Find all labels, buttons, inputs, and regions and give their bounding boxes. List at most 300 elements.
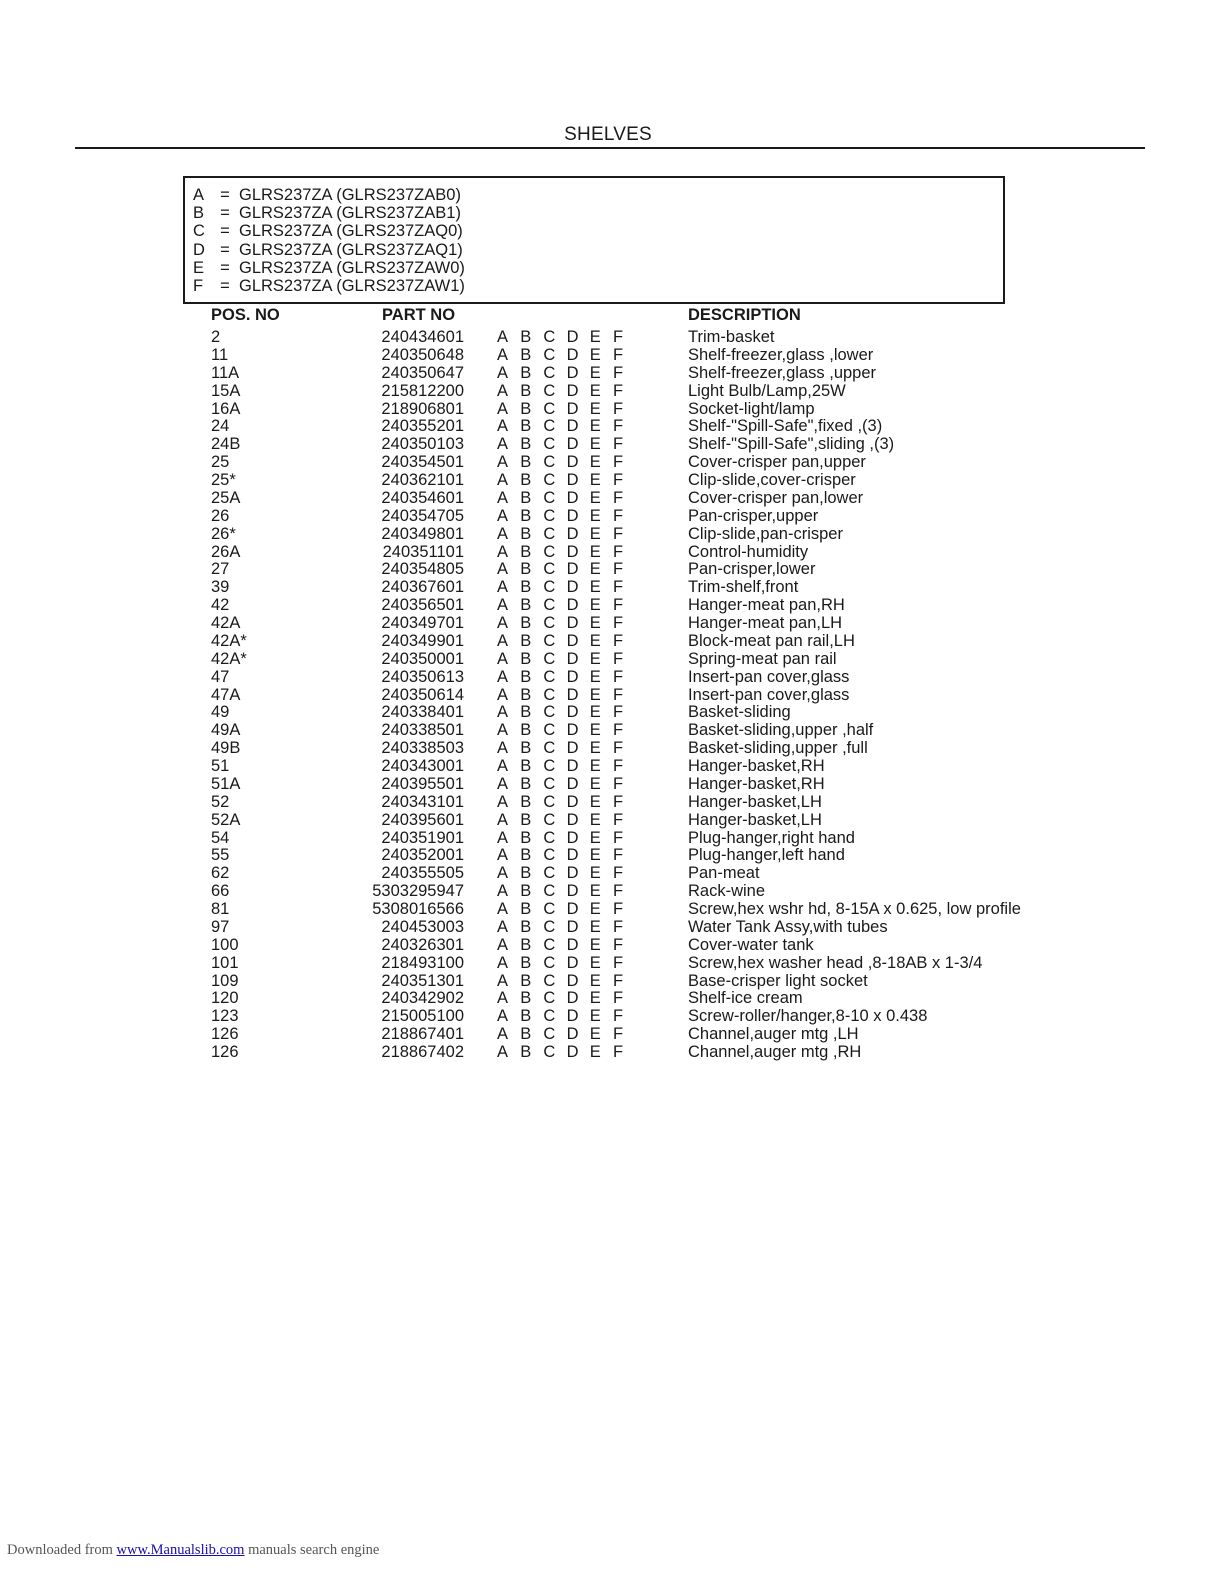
legend-model: GLRS237ZA (GLRS237ZAW1) (239, 276, 465, 295)
model-code: F (612, 917, 624, 936)
part-no: 240338401 (381, 703, 464, 722)
model-codes (497, 901, 636, 919)
table-row (0, 365, 1224, 383)
model-codes (497, 579, 636, 597)
part-no: 240356501 (381, 596, 464, 615)
table-row (0, 597, 1224, 615)
model-code: B (520, 1007, 532, 1026)
model-code: B (520, 953, 532, 972)
legend-equals: = (220, 222, 230, 241)
model-code: B (520, 578, 532, 597)
description: Clip-slide,pan-crisper (688, 524, 843, 543)
description: Channel,auger mtg ,LH (688, 1025, 859, 1044)
header-description: DESCRIPTION (688, 306, 801, 324)
model-codes (497, 383, 636, 401)
description: Basket-sliding,upper ,full (688, 739, 868, 758)
table-row (0, 454, 1224, 472)
part-no: 240342902 (381, 989, 464, 1008)
model-code: E (589, 453, 601, 472)
model-code: A (497, 453, 509, 472)
model-code: A (497, 488, 509, 507)
model-code: B (520, 846, 532, 865)
model-code: E (589, 882, 601, 901)
model-code: D (566, 739, 579, 758)
model-code: C (543, 596, 556, 615)
part-no: 5303295947 (372, 882, 464, 901)
model-code: F (612, 864, 624, 883)
table-row (0, 901, 1224, 919)
table-row (0, 776, 1224, 794)
part-no: 5308016566 (372, 900, 464, 918)
model-code: E (589, 739, 601, 758)
part-no: 240338503 (381, 739, 464, 758)
model-code: C (543, 506, 556, 525)
model-code: C (543, 614, 556, 632)
description: Clip-slide,cover-crisper (688, 471, 856, 489)
model-code: F (612, 417, 624, 436)
pos-no: 54 (211, 828, 230, 847)
model-code: A (497, 542, 509, 561)
model-legend (183, 176, 1005, 304)
model-codes (497, 615, 636, 633)
legend-model: GLRS237ZA (GLRS237ZAB1) (239, 204, 461, 223)
description: Plug-hanger,left hand (688, 846, 845, 865)
pos-no: 25 (211, 453, 230, 472)
part-no: 240350648 (381, 345, 464, 364)
model-code: D (566, 989, 579, 1008)
table-row (0, 561, 1224, 579)
model-code: E (589, 1025, 601, 1044)
model-code: B (520, 488, 532, 507)
model-code: E (589, 810, 601, 829)
model-codes (497, 722, 636, 740)
model-code: F (612, 1007, 624, 1026)
table-row (0, 955, 1224, 973)
model-code: A (497, 757, 509, 775)
header-part-no: PART NO (382, 306, 456, 324)
description: Hanger-basket,LH (688, 810, 822, 829)
model-code: F (612, 488, 624, 507)
model-code: C (543, 1007, 556, 1026)
model-code: F (612, 614, 624, 632)
model-code: C (543, 488, 556, 507)
manualslib-link[interactable]: www.Manualslib.com (116, 1542, 245, 1558)
model-code: B (520, 703, 532, 722)
model-code: D (566, 578, 579, 597)
description: Plug-hanger,right hand (688, 828, 855, 847)
description: Cover-water tank (688, 935, 814, 954)
model-code: C (543, 524, 556, 543)
model-code: C (543, 739, 556, 758)
table-row (0, 347, 1224, 365)
model-code: C (543, 685, 556, 704)
model-code: B (520, 721, 532, 740)
model-code: F (612, 560, 624, 579)
pos-no: 109 (211, 971, 239, 990)
model-code: F (612, 721, 624, 740)
model-code: F (612, 685, 624, 704)
model-code: A (497, 417, 509, 436)
legend-key: B (193, 204, 205, 223)
model-code: C (543, 989, 556, 1008)
model-codes (497, 418, 636, 436)
model-code: C (543, 917, 556, 936)
model-codes (497, 865, 636, 883)
model-codes (497, 1026, 636, 1044)
model-code: F (612, 631, 624, 650)
model-code: F (612, 953, 624, 972)
model-code: D (566, 900, 579, 918)
table-row (0, 919, 1224, 937)
model-code: A (497, 560, 509, 579)
model-codes (497, 973, 636, 991)
model-code: E (589, 560, 601, 579)
model-code: C (543, 721, 556, 740)
table-row (0, 401, 1224, 419)
model-code: D (566, 399, 579, 418)
model-code: C (543, 578, 556, 597)
model-code: F (612, 435, 624, 454)
table-row (0, 722, 1224, 740)
model-code: A (497, 506, 509, 525)
model-code: A (497, 971, 509, 990)
part-no: 240343101 (381, 792, 464, 811)
model-code: F (612, 649, 624, 668)
model-code: C (543, 417, 556, 436)
legend-line (193, 241, 1003, 259)
description: Control-humidity (688, 542, 809, 561)
model-code: F (612, 471, 624, 489)
model-code: B (520, 989, 532, 1008)
model-code: C (543, 846, 556, 865)
model-code: B (520, 774, 532, 793)
pos-no: 42A* (211, 649, 247, 668)
model-code: D (566, 435, 579, 454)
model-code: D (566, 667, 579, 686)
model-code: F (612, 1025, 624, 1044)
table-row (0, 1008, 1224, 1026)
model-code: A (497, 328, 509, 346)
pos-no: 26* (211, 524, 236, 543)
table-row (0, 812, 1224, 830)
legend-equals: = (220, 258, 230, 277)
part-no: 240350613 (381, 667, 464, 686)
model-code: E (589, 649, 601, 668)
model-code: C (543, 542, 556, 561)
table-row (0, 1026, 1224, 1044)
model-code: F (612, 810, 624, 829)
model-code: A (497, 1025, 509, 1044)
table-row (0, 883, 1224, 901)
model-code: E (589, 488, 601, 507)
model-code: F (612, 882, 624, 901)
model-code: D (566, 596, 579, 615)
model-code: A (497, 578, 509, 597)
model-code: C (543, 435, 556, 454)
part-no: 240350001 (381, 649, 464, 668)
legend-key: E (193, 258, 205, 277)
model-code: E (589, 381, 601, 400)
model-code: A (497, 703, 509, 722)
model-code: E (589, 399, 601, 418)
model-code: E (589, 578, 601, 597)
model-codes (497, 526, 636, 544)
model-code: C (543, 953, 556, 972)
model-code: B (520, 810, 532, 829)
model-code: C (543, 971, 556, 990)
part-no: 240351301 (381, 971, 464, 990)
model-code: D (566, 345, 579, 364)
model-code: F (612, 846, 624, 865)
model-code: B (520, 739, 532, 758)
model-code: F (612, 542, 624, 561)
model-code: F (612, 757, 624, 775)
legend-line (193, 186, 1003, 204)
model-code: A (497, 1007, 509, 1026)
model-codes (497, 365, 636, 383)
model-code: E (589, 417, 601, 436)
model-code: A (497, 596, 509, 615)
description: Insert-pan cover,glass (688, 685, 850, 704)
description: Shelf-freezer,glass ,upper (688, 363, 877, 382)
model-code: B (520, 614, 532, 632)
pos-no: 47 (211, 667, 230, 686)
model-code: D (566, 882, 579, 901)
table-row (0, 1044, 1224, 1062)
description: Insert-pan cover,glass (688, 667, 850, 686)
part-no: 240434601 (381, 328, 464, 346)
table-row (0, 704, 1224, 722)
model-code: C (543, 345, 556, 364)
model-code: D (566, 1025, 579, 1044)
part-no: 240350647 (381, 363, 464, 382)
model-code: C (543, 631, 556, 650)
model-code: C (543, 900, 556, 918)
description: Socket-light/lamp (688, 399, 815, 418)
description: Hanger-meat pan,RH (688, 596, 845, 615)
model-code: A (497, 917, 509, 936)
table-row (0, 740, 1224, 758)
table-row (0, 865, 1224, 883)
model-code: B (520, 935, 532, 954)
model-code: D (566, 649, 579, 668)
model-code: A (497, 381, 509, 400)
model-code: F (612, 453, 624, 472)
model-code: B (520, 971, 532, 990)
description: Pan-crisper,upper (688, 506, 819, 525)
model-code: E (589, 935, 601, 954)
model-code: A (497, 1043, 509, 1061)
model-code: B (520, 1025, 532, 1044)
pos-no: 24 (211, 417, 230, 436)
model-code: E (589, 435, 601, 454)
description: Light Bulb/Lamp,25W (688, 381, 846, 400)
model-code: F (612, 971, 624, 990)
pos-no: 39 (211, 578, 230, 597)
part-no: 240355505 (381, 864, 464, 883)
part-no: 215005100 (381, 1007, 464, 1026)
description: Screw,hex washer head ,8-18AB x 1-3/4 (688, 953, 983, 972)
model-code: D (566, 417, 579, 436)
pos-no: 97 (211, 917, 230, 936)
part-no: 215812200 (381, 381, 464, 400)
model-code: C (543, 935, 556, 954)
model-codes (497, 651, 636, 669)
model-code: F (612, 774, 624, 793)
model-code: F (612, 1043, 624, 1061)
table-row (0, 973, 1224, 991)
model-code: F (612, 506, 624, 525)
model-code: B (520, 882, 532, 901)
part-no: 218867402 (381, 1043, 464, 1061)
model-code: D (566, 721, 579, 740)
model-codes (497, 847, 636, 865)
part-no: 240355201 (381, 417, 464, 436)
table-row (0, 544, 1224, 562)
model-code: C (543, 453, 556, 472)
description: Pan-crisper,lower (688, 560, 816, 579)
model-code: C (543, 363, 556, 382)
model-code: E (589, 596, 601, 615)
model-code: C (543, 667, 556, 686)
pos-no: 26 (211, 506, 230, 525)
table-row (0, 436, 1224, 454)
model-codes (497, 597, 636, 615)
model-code: E (589, 864, 601, 883)
model-code: B (520, 435, 532, 454)
model-code: B (520, 828, 532, 847)
model-code: F (612, 703, 624, 722)
model-codes (497, 794, 636, 812)
model-codes (497, 758, 636, 776)
model-code: E (589, 989, 601, 1008)
pos-no: 26A (211, 542, 241, 561)
model-code: A (497, 739, 509, 758)
model-code: A (497, 810, 509, 829)
model-code: C (543, 399, 556, 418)
description: Basket-sliding (688, 703, 791, 722)
model-code: F (612, 900, 624, 918)
table-row (0, 758, 1224, 776)
model-code: E (589, 953, 601, 972)
model-code: E (589, 524, 601, 543)
table-row (0, 830, 1224, 848)
model-code: D (566, 560, 579, 579)
model-code: D (566, 953, 579, 972)
model-code: F (612, 524, 624, 543)
model-code: E (589, 971, 601, 990)
model-code: D (566, 864, 579, 883)
part-no: 240338501 (381, 721, 464, 740)
part-no: 240349701 (381, 614, 464, 632)
pos-no: 126 (211, 1043, 239, 1061)
legend-line (193, 259, 1003, 277)
model-code: B (520, 524, 532, 543)
table-row (0, 526, 1224, 544)
model-code: E (589, 792, 601, 811)
legend-model: GLRS237ZA (GLRS237ZAW0) (239, 258, 465, 277)
model-code: D (566, 935, 579, 954)
legend-line (193, 204, 1003, 222)
pos-no: 47A (211, 685, 241, 704)
model-code: A (497, 667, 509, 686)
model-code: E (589, 506, 601, 525)
model-codes (497, 937, 636, 955)
model-code: D (566, 846, 579, 865)
model-code: D (566, 971, 579, 990)
table-row (0, 472, 1224, 490)
model-code: C (543, 703, 556, 722)
model-codes (497, 776, 636, 794)
part-no: 218867401 (381, 1025, 464, 1044)
model-code: A (497, 399, 509, 418)
table-row (0, 990, 1224, 1008)
description: Trim-basket (688, 328, 775, 346)
part-no: 240349801 (381, 524, 464, 543)
model-code: A (497, 846, 509, 865)
pos-no: 51A (211, 774, 241, 793)
pos-no: 51 (211, 757, 230, 775)
description: Shelf-"Spill-Safe",sliding ,(3) (688, 435, 895, 454)
pos-no: 126 (211, 1025, 239, 1044)
model-code: B (520, 917, 532, 936)
model-codes (497, 669, 636, 687)
model-code: D (566, 828, 579, 847)
model-code: D (566, 614, 579, 632)
model-code: B (520, 792, 532, 811)
model-code: D (566, 488, 579, 507)
model-code: B (520, 631, 532, 650)
model-code: E (589, 900, 601, 918)
pos-no: 2 (211, 328, 221, 346)
model-code: F (612, 328, 624, 346)
model-code: D (566, 1007, 579, 1026)
model-code: E (589, 614, 601, 632)
pos-no: 123 (211, 1007, 239, 1026)
part-no: 240326301 (381, 935, 464, 954)
description: Trim-shelf,front (688, 578, 799, 597)
pos-no: 42A* (211, 631, 247, 650)
model-code: A (497, 524, 509, 543)
description: Channel,auger mtg ,RH (688, 1043, 862, 1061)
model-code: E (589, 703, 601, 722)
model-code: C (543, 828, 556, 847)
legend-key: D (193, 240, 205, 259)
model-code: B (520, 506, 532, 525)
model-codes (497, 508, 636, 526)
part-no: 240453003 (381, 917, 464, 936)
model-code: A (497, 774, 509, 793)
model-code: C (543, 560, 556, 579)
table-header (0, 306, 1224, 326)
model-codes (497, 436, 636, 454)
model-code: A (497, 631, 509, 650)
model-code: E (589, 542, 601, 561)
title-divider (75, 147, 1145, 149)
pos-no: 49B (211, 739, 241, 758)
model-code: F (612, 578, 624, 597)
model-code: F (612, 989, 624, 1008)
part-no: 240395601 (381, 810, 464, 829)
table-row (0, 418, 1224, 436)
pos-no: 55 (211, 846, 230, 865)
model-codes (497, 704, 636, 722)
model-code: A (497, 685, 509, 704)
model-code: B (520, 417, 532, 436)
description: Shelf-ice cream (688, 989, 803, 1008)
model-code: C (543, 882, 556, 901)
model-code: B (520, 542, 532, 561)
